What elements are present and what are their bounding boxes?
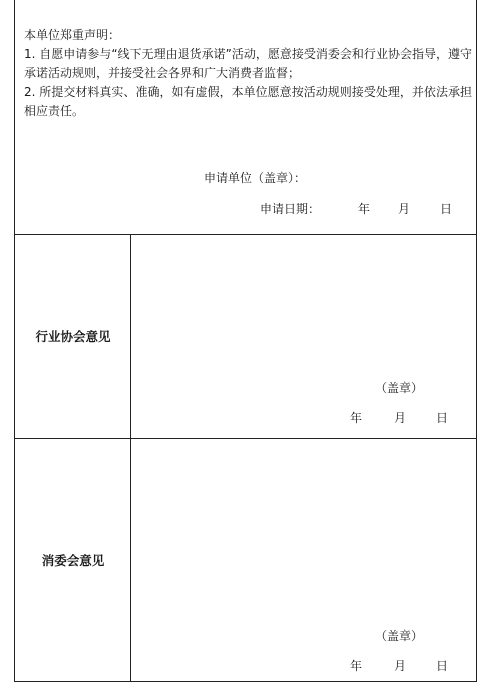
industry-association-label-cell (15, 234, 131, 438)
industry-association-day: 日 (436, 411, 449, 425)
consumer-council-year: 年 (350, 659, 363, 673)
declaration-cell (15, 0, 476, 235)
consumer-council-day: 日 (436, 659, 449, 673)
industry-association-seal: （盖章） (375, 381, 424, 395)
applicant-seal-label: 申请单位（盖章）： (204, 171, 307, 185)
declaration-item-2: 2. 所提交材料真实、准确，如有虚假，本单位愿意按活动规则接受处理，并依法承担相应责任。 (24, 85, 472, 118)
declaration-intro: 本单位郑重声明： (24, 28, 121, 42)
industry-association-year: 年 (350, 411, 363, 425)
industry-association-row (15, 234, 476, 439)
consumer-council-row (15, 439, 476, 681)
application-date-day: 日 (440, 202, 453, 216)
application-date-label: 申请日期： (260, 202, 321, 216)
consumer-council-label: 消委会意见 (41, 553, 105, 568)
declaration-text (24, 26, 472, 121)
industry-association-month: 月 (394, 411, 407, 425)
declaration-item-1: 1. 自愿申请参与“线下无理由退货承诺”活动，愿意接受消委会和行业协会指导，遵守承诺活动规则，并接受社会各界和广大消费者监督； (24, 47, 472, 80)
application-date-month: 月 (398, 202, 411, 216)
consumer-council-label-cell (15, 439, 131, 681)
application-form-table (14, 0, 477, 682)
consumer-council-month: 月 (394, 659, 407, 673)
application-date-year: 年 (358, 202, 371, 216)
industry-association-label: 行业协会意见 (35, 329, 111, 344)
consumer-council-seal: （盖章） (375, 629, 424, 643)
application-date (260, 201, 452, 217)
